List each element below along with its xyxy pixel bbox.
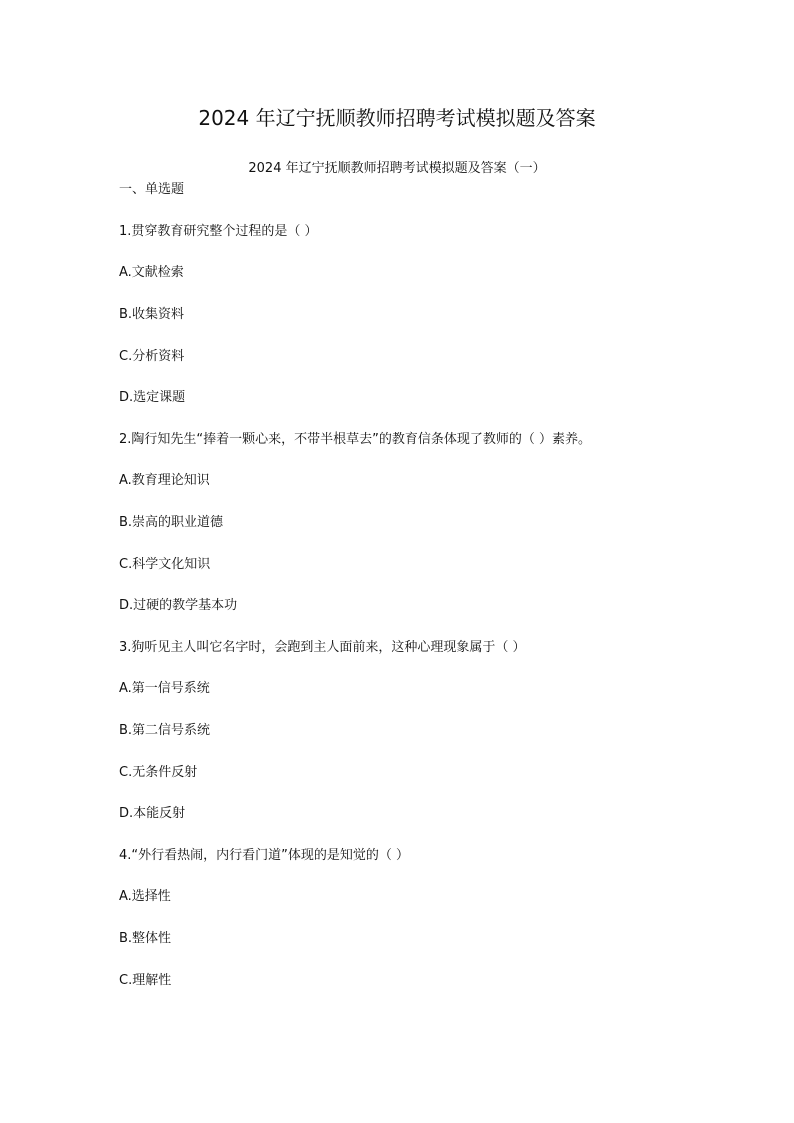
- answer-option: C.科学文化知识: [119, 557, 211, 572]
- answer-option: D.选定课题: [119, 390, 186, 405]
- answer-option: B.第二信号系统: [119, 723, 211, 738]
- question-stem: 3.狗听见主人叫它名字时，会跑到主人面前来，这种心理现象属于（ ）: [119, 640, 526, 655]
- answer-option: C.无条件反射: [119, 765, 198, 780]
- answer-option: C.分析资料: [119, 349, 185, 364]
- answer-option: D.过硬的教学基本功: [119, 598, 238, 613]
- question-stem: 4.“外行看热闹，内行看门道”体现的是知觉的（ ）: [119, 848, 410, 863]
- document-title: 2024 年辽宁抚顺教师招聘考试模拟题及答案: [198, 106, 596, 130]
- question-stem: 2.陶行知先生“捧着一颗心来，不带半根草去”的教育信条体现了教师的（ ）素养。: [119, 432, 592, 447]
- question-stem: 1.贯穿教育研究整个过程的是（ ）: [119, 224, 318, 239]
- answer-option: A.第一信号系统: [119, 681, 210, 696]
- answer-option: B.整体性: [119, 931, 172, 946]
- answer-option: B.崇高的职业道德: [119, 515, 224, 530]
- document-subtitle: 2024 年辽宁抚顺教师招聘考试模拟题及答案（一）: [248, 161, 546, 176]
- answer-option: A.选择性: [119, 889, 171, 904]
- answer-option: C.理解性: [119, 973, 172, 988]
- answer-option: D.本能反射: [119, 806, 186, 821]
- answer-option: B.收集资料: [119, 307, 185, 322]
- answer-option: A.文献检索: [119, 265, 184, 280]
- answer-option: A.教育理论知识: [119, 473, 210, 488]
- section-heading: 一、单选题: [119, 182, 185, 197]
